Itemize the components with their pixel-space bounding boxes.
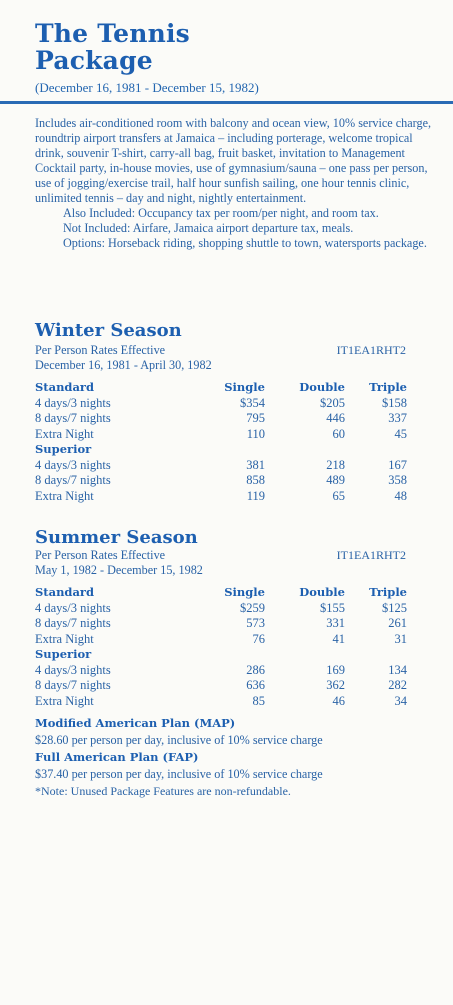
winter-effective-line2: December 16, 1981 - April 30, 1982	[35, 358, 212, 372]
winter-season-title: Winter Season	[35, 320, 182, 341]
single-header: Single	[224, 585, 265, 599]
double-rate: 41	[332, 631, 345, 646]
row-label: Extra Night	[35, 488, 94, 503]
fap-plan-text: $37.40 per person per day, inclusive of 10% service charge	[35, 767, 323, 781]
fap-plan-title: Full American Plan (FAP)	[35, 750, 199, 764]
triple-rate: 45	[394, 426, 407, 441]
double-rate: 489	[326, 473, 345, 487]
map-plan-title: Modified American Plan (MAP)	[35, 716, 236, 730]
triple-rate: 337	[388, 411, 407, 425]
refund-note: *Note: Unused Package Features are non-refundable.	[35, 784, 291, 798]
map-plan	[35, 716, 323, 748]
includes-paragraph: Includes air-conditioned room with balcony and ocean view, 10% service charge, roundtrip airport transfers at Jamaica – including porterage, welcome tropical drink, souvenir T-shirt, carry-all bag, fruit basket, invitation to Management Cocktail party, in-house movies, use of gymnasium/sauna – one pass per person, use of jogging/exercise trail, half hour sunfish sailing, one hour tennis clinic, unlimited tennis – day and night, nightly entertainment.	[35, 116, 432, 205]
superior-label: Superior	[35, 647, 92, 661]
winter-tour-code: IT1EA1RHT2	[336, 343, 406, 357]
table-row	[35, 427, 407, 443]
single-rate: 795	[246, 411, 265, 425]
table-row	[35, 489, 407, 505]
single-rate: 286	[246, 662, 265, 677]
double-rate: 362	[326, 678, 345, 692]
single-rate: 573	[246, 616, 265, 630]
row-label: 8 days/7 nights	[35, 678, 111, 692]
table-row	[35, 694, 407, 710]
row-label: 4 days/3 nights	[35, 600, 111, 615]
table-row	[35, 632, 407, 648]
summer-effective	[35, 548, 203, 578]
triple-rate: 134	[388, 662, 407, 677]
table-header-row	[35, 380, 407, 396]
double-rate: $205	[320, 395, 345, 410]
superior-header-row	[35, 647, 407, 663]
triple-rate: 31	[394, 631, 407, 646]
triple-rate: 358	[388, 473, 407, 487]
double-rate: 218	[326, 457, 345, 472]
row-label: 8 days/7 nights	[35, 616, 111, 630]
options-paragraph: Options: Horseback riding, shopping shuttle to town, watersports package.	[63, 236, 427, 250]
triple-rate: 261	[388, 616, 407, 630]
package-dates: (December 16, 1981 - December 15, 1982)	[35, 80, 259, 95]
summer-effective-line1: Per Person Rates Effective	[35, 548, 166, 562]
row-label: Extra Night	[35, 426, 94, 441]
summer-season-title: Summer Season	[35, 527, 198, 548]
row-label: 8 days/7 nights	[35, 411, 111, 425]
single-rate: 119	[246, 488, 265, 503]
map-plan-text: $28.60 per person per day, inclusive of 10% service charge	[35, 733, 323, 747]
table-row	[35, 601, 407, 617]
title-line-1: The Tennis	[35, 19, 190, 48]
triple-rate: 167	[388, 457, 407, 472]
page-title	[35, 20, 190, 74]
double-rate: 60	[332, 426, 345, 441]
single-rate: $354	[240, 395, 265, 410]
single-rate: 110	[246, 426, 265, 441]
row-label: 4 days/3 nights	[35, 395, 111, 410]
fap-plan	[35, 750, 323, 782]
single-header: Single	[224, 380, 265, 394]
superior-label: Superior	[35, 442, 92, 456]
summer-rates-table	[35, 585, 407, 709]
triple-rate: 34	[394, 693, 407, 708]
table-row	[35, 678, 407, 694]
double-header: Double	[299, 585, 345, 599]
single-rate: 858	[246, 473, 265, 487]
title-line-2: Package	[35, 46, 153, 75]
double-rate: 46	[332, 693, 345, 708]
superior-header-row	[35, 442, 407, 458]
double-header: Double	[299, 380, 345, 394]
table-row	[35, 396, 407, 412]
triple-header: Triple	[369, 380, 407, 394]
double-rate: 169	[326, 662, 345, 677]
row-label: Extra Night	[35, 693, 94, 708]
header-divider	[0, 101, 453, 104]
single-rate: 76	[252, 631, 265, 646]
table-row	[35, 473, 407, 489]
double-rate: 446	[326, 411, 345, 425]
double-rate: 65	[332, 488, 345, 503]
table-row	[35, 458, 407, 474]
single-rate: 85	[252, 693, 265, 708]
triple-header: Triple	[369, 585, 407, 599]
package-description	[35, 116, 435, 251]
summer-tour-code: IT1EA1RHT2	[336, 548, 406, 562]
triple-rate: $158	[382, 395, 407, 410]
single-rate: $259	[240, 600, 265, 615]
table-row	[35, 616, 407, 632]
standard-label: Standard	[35, 380, 95, 394]
triple-rate: 282	[388, 678, 407, 692]
row-label: 8 days/7 nights	[35, 473, 111, 487]
table-row	[35, 411, 407, 427]
single-rate: 636	[246, 678, 265, 692]
standard-label: Standard	[35, 585, 95, 599]
winter-effective-line1: Per Person Rates Effective	[35, 343, 166, 357]
table-row	[35, 663, 407, 679]
winter-effective	[35, 343, 212, 373]
single-rate: 381	[246, 457, 265, 472]
row-label: 4 days/3 nights	[35, 457, 111, 472]
double-rate: $155	[320, 600, 345, 615]
triple-rate: 48	[394, 488, 407, 503]
row-label: Extra Night	[35, 631, 94, 646]
summer-effective-line2: May 1, 1982 - December 15, 1982	[35, 563, 203, 577]
not-included-paragraph: Not Included: Airfare, Jamaica airport departure tax, meals.	[63, 221, 354, 235]
triple-rate: $125	[382, 600, 407, 615]
double-rate: 331	[326, 616, 345, 630]
row-label: 4 days/3 nights	[35, 662, 111, 677]
also-included-paragraph: Also Included: Occupancy tax per room/per night, and room tax.	[63, 206, 379, 220]
winter-rates-table	[35, 380, 407, 504]
table-header-row	[35, 585, 407, 601]
